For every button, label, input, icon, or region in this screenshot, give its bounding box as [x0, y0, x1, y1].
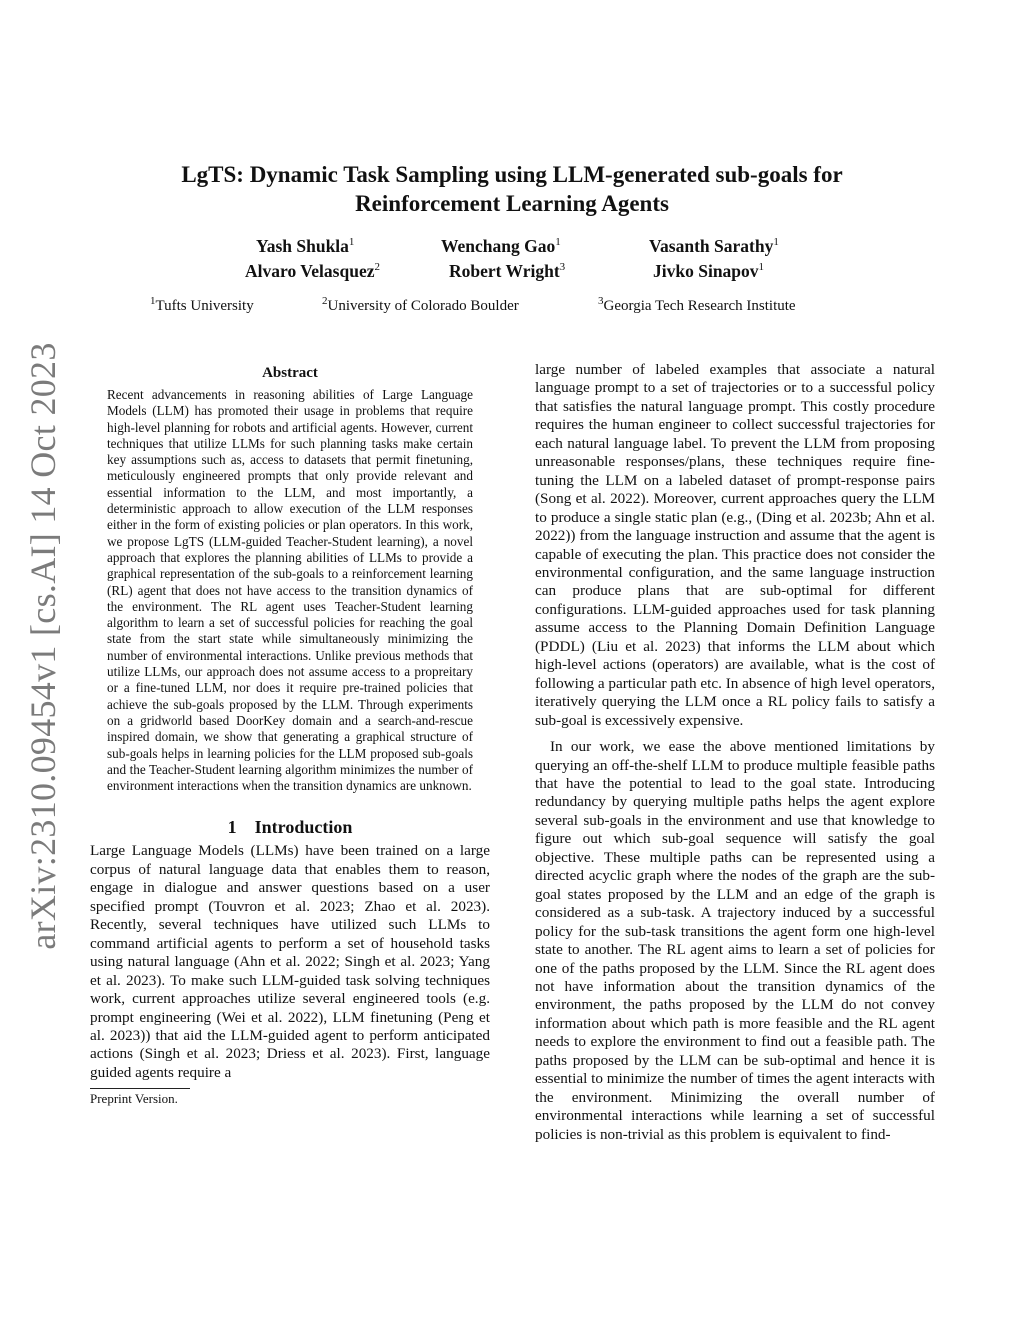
- affiliation-name: University of Colorado Boulder: [327, 298, 519, 314]
- affiliation-number: 1: [150, 295, 156, 307]
- body-paragraph: large number of labeled examples that associate a natural language prompt to a set of trajectories or to a successful policy that satisfies the natural language prompt. This costly procedure requires the human engineer to collect successful trajectories for each natural language label. To prevent the LLM from proposing unreasonable responses/plans, these techniques require fine-tuning the LLM on a labeled dataset of prompt-response pairs (Song et al. 2022). Moreover, current approaches query the LLM to produce a single static plan (e.g., (Ding et al. 2023b; Ahn et al. 2022)) from the language instruction and assume that the agent is capable of executing the plan. This practice does not consider the environmental configuration, and the same language instruction can produce plans that are sub-optimal for different configurations. LLM-guided approaches used for task planning assume access to the Planning Domain Definition Language (PDDL) (Liu et al. 2023) that informs the LLM about which high-level actions (operators) are available, what is the cost of following a particular path etc. In absence of high level operators, iteratively querying the LLM once a RL policy fails to satisfy a sub-goal is excessively expensive.: [535, 361, 935, 729]
- paper-title: [112, 160, 912, 218]
- right-column: [535, 361, 935, 1144]
- section-title: Introduction: [254, 817, 353, 838]
- author-name: Yash Shukla: [256, 236, 349, 256]
- title-line-2: Reinforcement Learning Agents: [355, 191, 669, 216]
- title-line-1: LgTS: Dynamic Task Sampling using LLM-generated sub-goals for: [181, 162, 843, 187]
- arxiv-identifier-text: arXiv:2310.09454v1 [cs.AI] 14 Oct 2023: [23, 342, 63, 950]
- affiliation-number: 3: [598, 295, 604, 307]
- affiliation-number: 2: [322, 295, 328, 307]
- author-affiliation-mark: 3: [559, 261, 566, 274]
- author-affiliation-mark: 1: [758, 261, 765, 274]
- author-name: Robert Wright: [449, 261, 560, 281]
- left-column: [90, 363, 490, 1107]
- abstract-text: Recent advancements in reasoning abilities of Large Language Models (LLM) has promoted their usage in problems that require high-level planning for robots and artificial agents. However, current techniques that utilize LLMs for such planning tasks make certain key assumptions such as, access to datasets that permit finetuning, meticulously engineered prompts that only provide relevant and essential information to the LLM, and most importantly, a deterministic approach to allow execution of the LLM responses either in the form of existing policies or plan operators. In this work, we propose LgTS (LLM-guided Teacher-Student learning), a novel approach that explores the planning abilities of LLMs to provide a graphical representation of the sub-goals to a reinforcement learning (RL) agent that does not have access to the transition dynamics of the environment. The RL agent uses Teacher-Student learning algorithm to learn a set of successful policies for reaching the goal state from the start state while simultaneously minimizing the number of environmental interactions. Unlike previous methods that utilize LLMs, our approach does not assume access to a propreitary or a fine-tuned LLM, nor does it require pre-trained policies that achieve the sub-goals proposed by the LLM. Through experiments on a gridworld based DoorKey domain and a search-and-rescue inspired domain, we show that generating a graphical structure of sub-goals helps in learning policies for the LLM proposed sub-goals and the Teacher-Student learning algorithm minimizes the number of environment interactions when the transition dynamics are unknown.: [107, 387, 473, 794]
- body-paragraph: In our work, we ease the above mentioned limitations by querying an off-the-shelf LLM to produce multiple feasible paths that have the potential to lead to the goal state. Introducing redundancy by querying multiple paths helps the agent explore several sub-goals in the environment and use that knowledge to figure out which sub-goal sequence will satisfy the goal objective. These multiple paths can be represented using a directed acyclic graph where the nodes of the graph are the sub-goal states proposed by the LLM and an edge of the graph is considered as a sub-task. A trajectory induced by a successful policy for the sub-task transitions the agent form one high-level state to another. The RL agent aims to learn a set of policies for one of the paths proposed by the LLM. Since the RL agent does not have information about the transition dynamics of the environment, the paths proposed by the LLM do not convey information about which path is more feasible and the RL agent needs to explore the environment to find out a feasible path. The paths proposed by the LLM can be sub-optimal and hence it is essential to minimize the number of times the agent interacts with the environment. Minimizing the overall number of environmental interactions while learning a set of successful policies is non-trivial as this problem is equivalent to find-: [535, 738, 935, 1143]
- footnote: Preprint Version.: [90, 1091, 178, 1107]
- author-affiliation-mark: 2: [374, 261, 380, 274]
- footnote-divider: [90, 1088, 190, 1089]
- affiliation-name: Georgia Tech Research Institute: [603, 298, 796, 314]
- author-affiliation-mark: 1: [555, 236, 561, 249]
- author-name: Vasanth Sarathy: [649, 236, 774, 256]
- author-affiliation-mark: 1: [348, 236, 355, 249]
- affiliation-name: Tufts University: [155, 298, 254, 314]
- section-heading-introduction: [90, 816, 490, 838]
- author: [649, 234, 779, 258]
- author: [256, 234, 354, 258]
- author-name: Wenchang Gao: [441, 236, 556, 256]
- author: [245, 259, 380, 283]
- arxiv-identifier-stamp: [18, 342, 68, 950]
- author: [449, 259, 565, 283]
- introduction-paragraph: Large Language Models (LLMs) have been trained on a large corpus of natural language data that enables them to reason, engage in dialogue and answer questions based on a user specified prompt (Touvron et al. 2023; Zhao et al. 2023). Recently, several techniques have utilized such LLMs to command artificial agents to perform a set of household tasks using natural language (Ahn et al. 2022; Singh et al. 2023; Yang et al. 2023). To make such LLM-guided task solving techniques work, current approaches utilize several engineered tools (e.g. prompt engineering (Wei et al. 2022), LLM finetuning (Peng et al. 2023)) that aid the LLM-guided agent to perform anticipated actions (Singh et al. 2023; Driess et al. 2023). First, language guided agents require a: [90, 842, 490, 1081]
- author-affiliation-mark: 1: [773, 236, 779, 249]
- affiliation: [322, 296, 519, 316]
- affiliation: [150, 296, 254, 316]
- author-name: Alvaro Velasquez: [245, 261, 375, 281]
- abstract-heading: Abstract: [262, 365, 318, 381]
- author-name: Jivko Sinapov: [653, 261, 759, 281]
- author: [441, 234, 561, 258]
- author: [653, 259, 764, 283]
- affiliation: [598, 296, 796, 316]
- section-number: 1: [227, 817, 237, 838]
